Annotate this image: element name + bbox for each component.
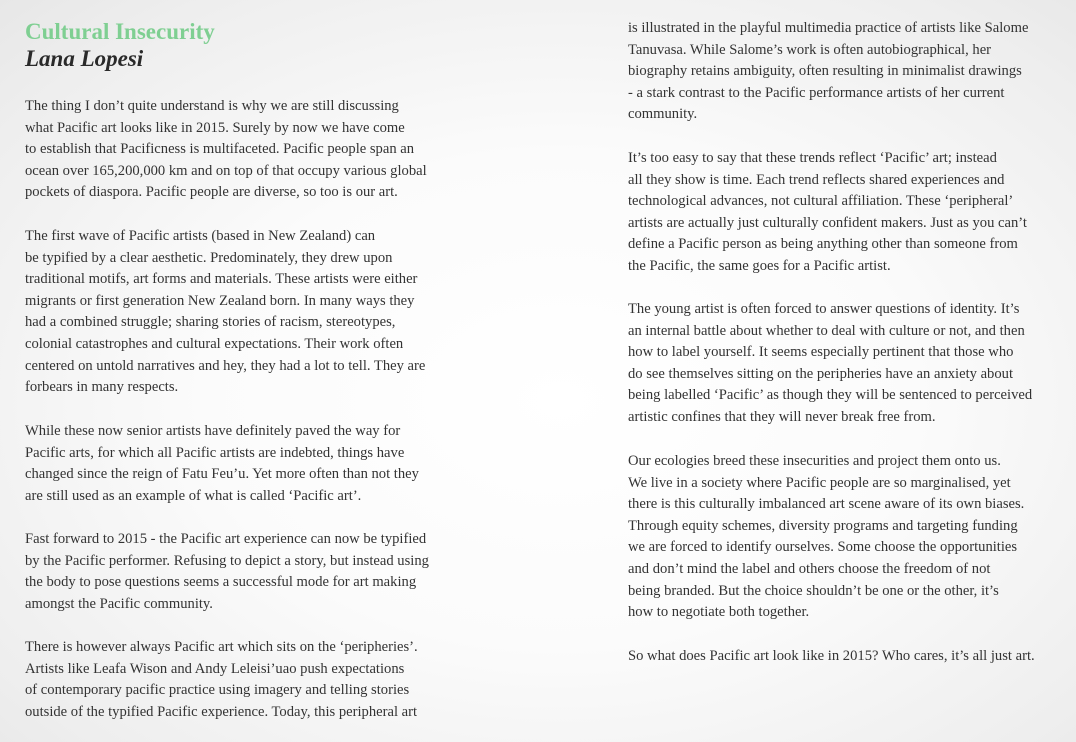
text-line: The thing I don’t quite understand is why we are still discussing bbox=[25, 98, 399, 114]
article-title: Cultural Insecurity bbox=[25, 19, 215, 44]
text-line: of contemporary pacific practice using imagery and telling stories bbox=[25, 682, 410, 699]
paragraph bbox=[628, 646, 1035, 668]
text-line: artistic confines that they will never break free from. bbox=[628, 408, 936, 425]
text-line: how to label yourself. It seems especially pertinent that those who bbox=[628, 344, 1014, 361]
text-line: pockets of diaspora. Pacific people are diverse, so too is our art. bbox=[25, 184, 398, 201]
text-line: While these now senior artists have definitely paved the way for bbox=[25, 423, 401, 439]
text-line: traditional motifs, art forms and materials. These artists were either bbox=[25, 271, 418, 288]
text-line: Tanuvasa. While Salome’s work is often autobiographical, her bbox=[628, 41, 992, 58]
text-line: to establish that Pacificness is multifaceted. Pacific people span an bbox=[25, 141, 415, 158]
text-line: Our ecologies breed these insecurities and project them onto us. bbox=[628, 453, 1001, 469]
paragraph bbox=[25, 421, 419, 507]
paragraph bbox=[25, 637, 418, 723]
text-line: are still used as an example of what is called ‘Pacific art’. bbox=[25, 487, 362, 504]
text-line: how to negotiate both together. bbox=[628, 604, 810, 621]
text-line: what Pacific art looks like in 2015. Surely by now we have come bbox=[25, 119, 405, 136]
paragraph bbox=[25, 529, 429, 615]
text-line: - a stark contrast to the Pacific performance artists of her current bbox=[628, 84, 1005, 101]
paragraph bbox=[25, 226, 425, 399]
paragraph bbox=[628, 148, 1027, 278]
text-line: centered on untold narratives and hey, they had a lot to tell. They are bbox=[25, 357, 426, 374]
text-line: outside of the typified Pacific experience. Today, this peripheral art bbox=[25, 703, 418, 720]
text-line: technological advances, not cultural affiliation. These ‘peripheral’ bbox=[628, 193, 1014, 210]
text-line: It’s too easy to say that these trends reflect ‘Pacific’ art; instead bbox=[628, 150, 997, 166]
text-line: We live in a society where Pacific people are so marginalised, yet bbox=[628, 474, 1011, 491]
text-line: There is however always Pacific art which sits on the ‘peripheries’. bbox=[25, 639, 418, 655]
text-line: there is this culturally imbalanced art scene aware of its own biases. bbox=[628, 496, 1025, 513]
text-line: Artists like Leafa Wison and Andy Leleisi’uao push expectations bbox=[25, 660, 405, 677]
text-line: being branded. But the choice shouldn’t be one or the other, it’s bbox=[628, 582, 999, 599]
text-line: is illustrated in the playful multimedia practice of artists like Salome bbox=[628, 20, 1029, 36]
text-line: had a combined struggle; sharing stories of racism, stereotypes, bbox=[25, 314, 396, 331]
text-line: ocean over 165,200,000 km and on top of that occupy various global bbox=[25, 162, 427, 179]
text-line: Through equity schemes, diversity programs and targeting funding bbox=[628, 517, 1018, 534]
text-line: the body to pose questions seems a successful mode for art making bbox=[25, 574, 417, 591]
text-line: changed since the reign of Fatu Feu’u. Yet more often than not they bbox=[25, 466, 419, 483]
text-line: we are forced to identify ourselves. Some choose the opportunities bbox=[628, 539, 1018, 556]
text-line: migrants or first generation New Zealand born. In many ways they bbox=[25, 292, 415, 309]
text-line: all they show is time. Each trend reflects shared experiences and bbox=[628, 171, 1005, 188]
text-line: amongst the Pacific community. bbox=[25, 595, 213, 612]
text-line: by the Pacific performer. Refusing to depict a story, but instead using bbox=[25, 552, 429, 569]
text-line: an internal battle about whether to deal with culture or not, and then bbox=[628, 322, 1025, 339]
text-line: biography retains ambiguity, often resulting in minimalist drawings bbox=[628, 63, 1022, 80]
text-line: be typified by a clear aesthetic. Predominately, they drew upon bbox=[25, 249, 393, 266]
text-line: Fast forward to 2015 - the Pacific art experience can now be typified bbox=[25, 531, 427, 547]
text-line: and don’t mind the label and others choose the freedom of not bbox=[628, 560, 991, 577]
text-line: community. bbox=[628, 106, 698, 123]
paragraph bbox=[25, 96, 427, 204]
paragraph bbox=[628, 299, 1032, 429]
text-line: the Pacific, the same goes for a Pacific artist. bbox=[628, 257, 891, 274]
paragraph bbox=[628, 451, 1024, 624]
text-line: forbears in many respects. bbox=[25, 379, 179, 396]
text-line: The first wave of Pacific artists (based in New Zealand) can bbox=[25, 228, 376, 244]
text-line: The young artist is often forced to answer questions of identity. It’s bbox=[628, 301, 1020, 317]
text-line: artists are actually just culturally confident makers. Just as you can’t bbox=[628, 214, 1027, 231]
text-line: colonial catastrophes and cultural expectations. Their work often bbox=[25, 335, 404, 352]
paragraph bbox=[628, 18, 1028, 126]
article-author: Lana Lopesi bbox=[25, 46, 144, 71]
text-line: do see themselves sitting on the peripheries have an anxiety about bbox=[628, 365, 1014, 382]
text-line: Pacific arts, for which all Pacific artists are indebted, things have bbox=[25, 444, 405, 461]
text-line: define a Pacific person as being anything other than someone from bbox=[628, 236, 1018, 253]
text-line: being labelled ‘Pacific’ as though they will be sentenced to perceived bbox=[628, 387, 1033, 404]
text-line: So what does Pacific art look like in 2015? Who cares, it’s all just art. bbox=[628, 648, 1035, 664]
